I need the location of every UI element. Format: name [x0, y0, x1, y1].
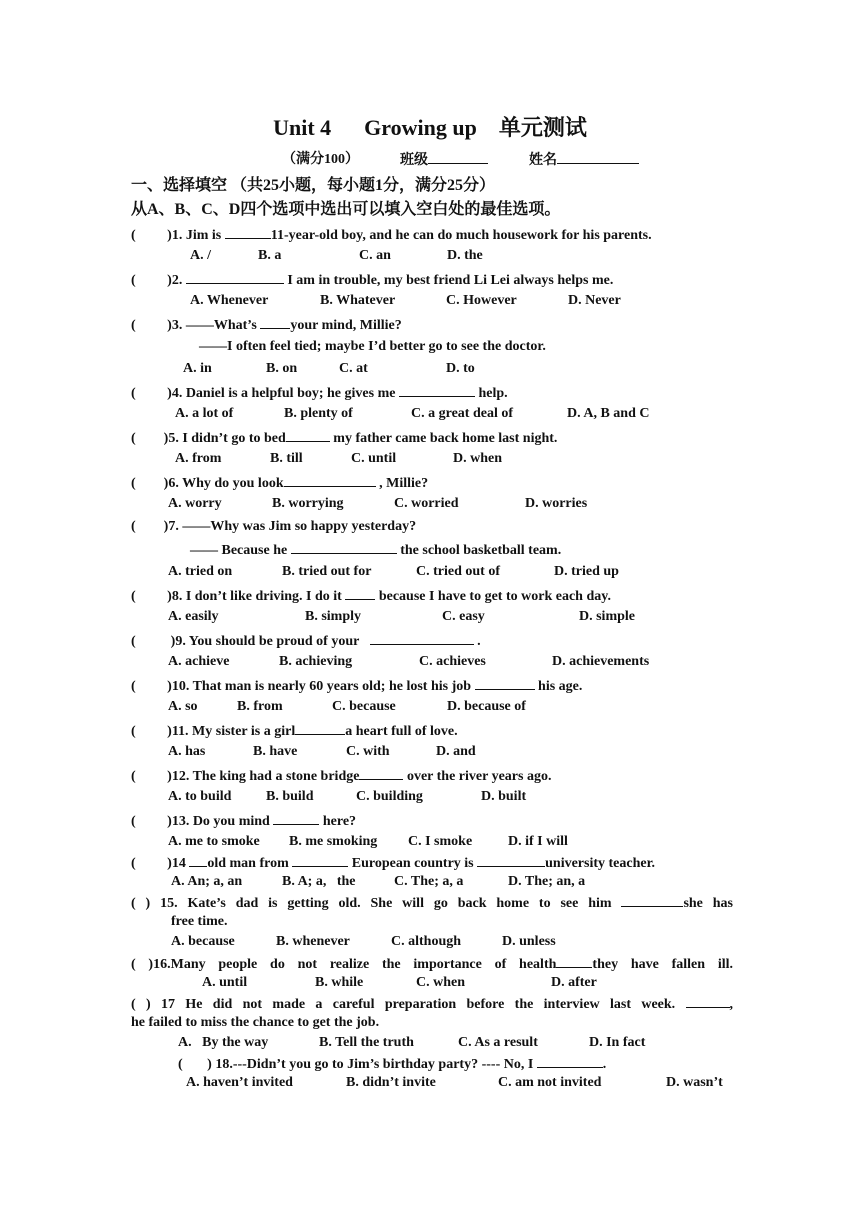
question-14 [131, 853, 655, 873]
question-12 [131, 766, 551, 786]
option-c[interactable]: C. easy [442, 609, 485, 624]
question-17 [131, 994, 733, 1014]
question-3 [131, 315, 402, 335]
option-c[interactable]: C. with [346, 744, 390, 759]
q17-continued: he failed to miss the chance to get the job. [131, 1015, 380, 1030]
option-a[interactable]: A. Whenever [190, 293, 269, 308]
option-a[interactable]: A. from [175, 451, 222, 466]
option-c[interactable]: C. As a result [458, 1035, 538, 1050]
answer-blank[interactable] [556, 954, 592, 968]
option-d[interactable]: D. after [551, 975, 597, 990]
title-unit: Unit 4 [273, 115, 332, 140]
option-b[interactable]: B. A; a, the [282, 874, 356, 889]
option-b[interactable]: B. tried out for [282, 564, 372, 579]
option-b[interactable]: B. Whatever [320, 293, 396, 308]
answer-blank[interactable] [291, 540, 397, 554]
q8-stem: ( )8. I don’t like driving. I do it [131, 589, 346, 604]
answer-blank[interactable] [295, 721, 345, 735]
option-c[interactable]: C. The; a, a [394, 874, 464, 889]
option-c[interactable]: C. worried [394, 496, 459, 511]
option-c[interactable]: C. a great deal of [411, 406, 513, 421]
option-d[interactable]: D. because of [447, 699, 526, 714]
section-heading: 一、选择填空 （共25小题，每小题1分，满分25分） [131, 177, 496, 194]
option-a[interactable]: A. By the way [178, 1035, 269, 1050]
class-label: 班级 [400, 153, 428, 168]
question-10 [131, 676, 582, 696]
q13-stem: ( )13. Do you mind [131, 814, 274, 829]
title-topic: Growing up [364, 115, 477, 140]
option-c[interactable]: C. although [391, 934, 462, 949]
question-9 [131, 631, 481, 651]
q4-stem: ( )4. Daniel is a helpful boy; he gives me [131, 386, 399, 401]
answer-blank[interactable] [273, 811, 319, 825]
option-a[interactable]: A. An; a, an [171, 874, 243, 889]
option-c[interactable]: C. However [446, 293, 517, 308]
answer-blank[interactable] [284, 473, 376, 487]
q12-stem: ( )12. The king had a stone bridge [131, 769, 360, 784]
q16-stem-end: they have fallen ill. [592, 957, 734, 972]
q10-stem: ( )10. That man is nearly 60 years old; he lost his job [131, 679, 475, 694]
q15-stem-end: she has [683, 896, 733, 911]
answer-blank[interactable] [260, 315, 290, 329]
option-d[interactable]: D. unless [502, 934, 556, 949]
q16-stem: ( )16.Many people do not realize the importance of health [131, 957, 557, 972]
option-a[interactable]: A. worry [168, 496, 222, 511]
option-c[interactable]: C. am not invited [498, 1075, 602, 1090]
option-b[interactable]: B. achieving [279, 654, 353, 669]
q3-stem-end: your mind, Millie? [290, 318, 402, 333]
q3-stem: ( )3. ——What’s [131, 318, 261, 333]
option-a[interactable]: A. me to smoke [168, 834, 260, 849]
question-6 [131, 473, 428, 493]
q4-stem-end: help. [474, 386, 508, 401]
q6-stem: ( )6. Why do you look [131, 476, 284, 491]
q14-stem-4: university teacher. [545, 856, 656, 871]
answer-blank[interactable] [225, 225, 271, 239]
question-5 [131, 428, 557, 448]
q11-stem-end: a heart full of love. [345, 724, 458, 739]
option-b[interactable]: B. while [315, 975, 364, 990]
option-b[interactable]: B. me smoking [289, 834, 378, 849]
q3-response: ——I often feel tied; maybe I’d better go to see the doctor. [199, 339, 546, 354]
name-blank[interactable] [557, 150, 639, 164]
q17-stem: ( ) 17 He did not made a careful preparation before the interview last week. [131, 997, 686, 1012]
q5-stem-end: my father came back home last night. [329, 431, 558, 446]
q1-stem: ( )1. Jim is [131, 228, 225, 243]
option-c[interactable]: C. tried out of [416, 564, 500, 579]
q9-stem-end: . [473, 634, 481, 649]
option-b[interactable]: B. plenty of [284, 406, 353, 421]
option-a[interactable]: A. easily [168, 609, 219, 624]
answer-blank[interactable] [186, 270, 284, 284]
q13-stem-end: here? [319, 814, 357, 829]
answer-blank[interactable] [621, 893, 683, 907]
q18-stem: ( ) 18.---Didn’t you go to Jim’s birthday party? ---- No, I [178, 1057, 537, 1072]
option-a[interactable]: A. achieve [168, 654, 230, 669]
question-16 [131, 954, 733, 974]
question-7: ( )7. ——Why was Jim so happy yesterday? [131, 519, 417, 534]
class-blank[interactable] [428, 150, 488, 164]
q2-stem: ( )2. [131, 273, 186, 288]
q18-options [0, 1074, 860, 1164]
option-a[interactable]: A. in [183, 361, 212, 376]
option-b[interactable]: B. have [253, 744, 298, 759]
option-b[interactable]: B. on [266, 361, 298, 376]
option-a[interactable]: A. has [168, 744, 206, 759]
option-a[interactable]: A. so [168, 699, 198, 714]
q1-stem-end: 11-year-old boy, and he can do much housework for his parents. [270, 228, 652, 243]
q15-stem: ( ) 15. Kate’s dad is getting old. She will go back home to see him [131, 896, 622, 911]
option-d[interactable]: D. wasn’t [666, 1075, 723, 1090]
option-c[interactable]: C. until [351, 451, 397, 466]
option-b[interactable]: B. a [258, 248, 282, 263]
option-c[interactable]: C. achieves [419, 654, 486, 669]
q2-stem-end: I am in trouble, my best friend Li Lei always helps me. [283, 273, 614, 288]
option-c[interactable]: C. an [359, 248, 391, 263]
q7-response [190, 540, 561, 560]
option-b[interactable]: B. didn’t invite [346, 1075, 436, 1090]
name-field [529, 150, 639, 171]
q7-response-start: —— Because he [190, 543, 291, 558]
option-c[interactable]: C. because [332, 699, 396, 714]
question-18 [178, 1054, 606, 1074]
q14-stem: ( )14 [131, 856, 190, 871]
q8-stem-end: because I have to get to work each day. [375, 589, 611, 604]
option-a[interactable]: A. to build [168, 789, 232, 804]
question-8 [131, 586, 611, 606]
option-c[interactable]: C. at [339, 361, 368, 376]
question-15 [131, 893, 733, 913]
option-d[interactable]: D. worries [525, 496, 588, 511]
option-c[interactable]: C. I smoke [408, 834, 473, 849]
option-b[interactable]: B. till [270, 451, 303, 466]
q14-stem-2: old man from [207, 856, 293, 871]
answer-blank[interactable] [292, 853, 348, 867]
option-a[interactable]: A. / [190, 248, 211, 263]
option-d[interactable]: D. to [446, 361, 475, 376]
answer-blank[interactable] [359, 766, 403, 780]
option-b[interactable]: B. worrying [272, 496, 344, 511]
answer-blank[interactable] [286, 428, 330, 442]
option-d[interactable]: D. when [453, 451, 503, 466]
option-d[interactable]: D. A, B and C [567, 406, 650, 421]
answer-blank[interactable] [345, 586, 375, 600]
q12-stem-end: over the river years ago. [403, 769, 552, 784]
q15-continued: free time. [171, 914, 228, 929]
option-b[interactable]: B. simply [305, 609, 362, 624]
option-c[interactable]: C. when [416, 975, 466, 990]
option-d[interactable]: D. Never [568, 293, 621, 308]
option-d[interactable]: D. The; an, a [508, 874, 586, 889]
q7-response-end: the school basketball team. [396, 543, 562, 558]
q17-stem-end: , [729, 997, 733, 1012]
answer-blank[interactable] [189, 853, 207, 867]
q18-stem-end: . [602, 1057, 607, 1072]
option-a[interactable]: A. because [171, 934, 235, 949]
option-d[interactable]: D. built [481, 789, 527, 804]
question-11 [131, 721, 458, 741]
full-score: （满分100） [282, 152, 359, 167]
answer-blank[interactable] [370, 631, 474, 645]
answer-blank[interactable] [686, 994, 730, 1008]
option-d[interactable]: D. tried up [554, 564, 619, 579]
option-b[interactable]: B. whenever [276, 934, 350, 949]
q9-stem: ( )9. You should be proud of your [131, 634, 363, 649]
option-d[interactable]: D. if I will [508, 834, 568, 849]
option-b[interactable]: B. from [237, 699, 283, 714]
name-label: 姓名 [529, 153, 557, 168]
class-field [400, 150, 488, 171]
option-a[interactable]: A. tried on [168, 564, 233, 579]
question-1 [131, 225, 652, 245]
option-c[interactable]: C. building [356, 789, 423, 804]
answer-blank[interactable] [537, 1054, 603, 1068]
answer-blank[interactable] [399, 383, 475, 397]
title-cn: 单元测试 [498, 115, 587, 140]
answer-blank[interactable] [477, 853, 545, 867]
page-title [0, 113, 860, 143]
option-a[interactable]: A. a lot of [175, 406, 234, 421]
q14-stem-3: European country is [348, 856, 478, 871]
section-instruction: 从A、B、C、D四个选项中选出可以填入空白处的最佳选项。 [131, 201, 561, 218]
q6-stem-end: , Millie? [375, 476, 429, 491]
option-a[interactable]: A. until [202, 975, 248, 990]
option-b[interactable]: B. build [266, 789, 314, 804]
question-13 [131, 811, 356, 831]
option-d[interactable]: D. simple [579, 609, 635, 624]
option-b[interactable]: B. Tell the truth [319, 1035, 414, 1050]
answer-blank[interactable] [475, 676, 535, 690]
q5-stem: ( )5. I didn’t go to bed [131, 431, 286, 446]
option-d[interactable]: D. the [447, 248, 483, 263]
q10-stem-end: his age. [534, 679, 583, 694]
question-2 [131, 270, 613, 290]
option-d[interactable]: D. In fact [589, 1035, 646, 1050]
option-d[interactable]: D. achievements [552, 654, 650, 669]
option-a[interactable]: A. haven’t invited [186, 1075, 293, 1090]
q11-stem: ( )11. My sister is a girl [131, 724, 296, 739]
option-d[interactable]: D. and [436, 744, 476, 759]
question-4 [131, 383, 508, 403]
